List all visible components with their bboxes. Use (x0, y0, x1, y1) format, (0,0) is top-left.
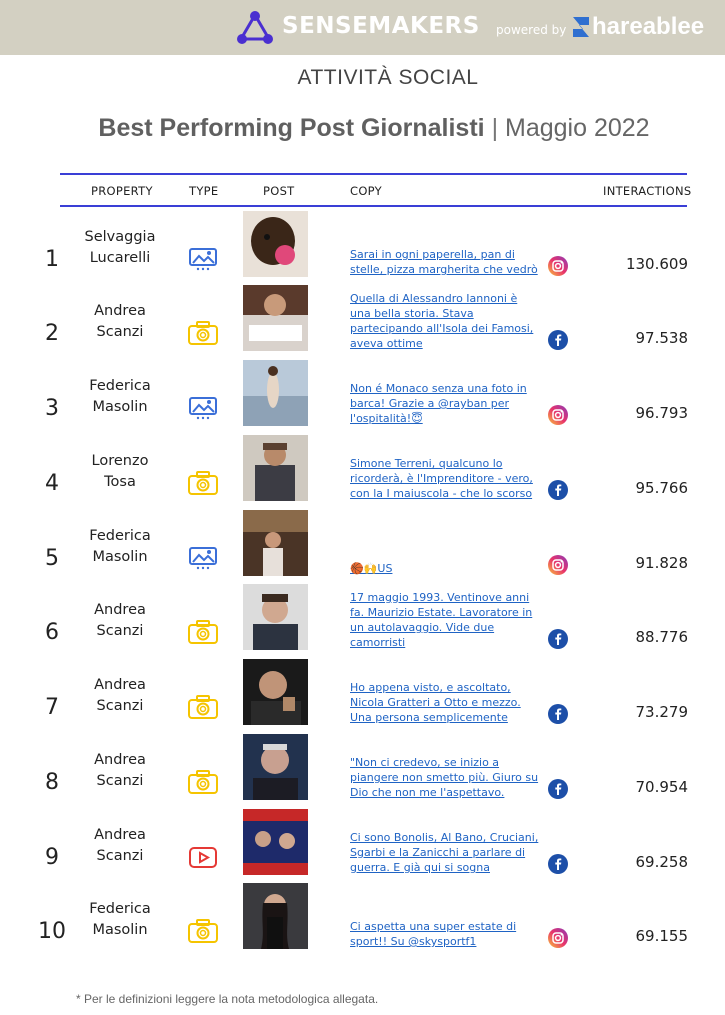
property-name: Andrea Scanzi (94, 602, 146, 639)
powered-by-label: powered by (496, 23, 567, 37)
post-copy-link[interactable]: 🏀🙌US (350, 562, 393, 575)
rank: 4 (45, 471, 59, 496)
table-row (0, 285, 725, 359)
column-header-copy: COPY (350, 184, 382, 198)
rank: 6 (45, 620, 59, 645)
rank: 3 (45, 396, 59, 421)
property-name: Andrea Scanzi (94, 677, 146, 714)
post-thumbnail[interactable] (243, 435, 308, 501)
post-copy-link[interactable]: Quella di Alessandro Iannoni è una bella storia. Stava partecipando all'Isola dei Famosi, aveva ottime (350, 292, 534, 350)
facebook-icon (548, 330, 568, 350)
album-icon (187, 545, 219, 571)
facebook-icon (548, 854, 568, 874)
interactions-value: 91.828 (635, 554, 688, 572)
property-name: Lorenzo Tosa (91, 453, 149, 490)
shareablee-logo-icon (570, 15, 592, 39)
post-copy-link[interactable]: Simone Terreni, qualcuno lo ricorderà, è l'Imprenditore - vero, con la I maiuscola - che lo scorso (350, 457, 533, 500)
property-name: Andrea Scanzi (94, 752, 146, 789)
table-row (0, 211, 725, 285)
column-header-type: TYPE (189, 184, 219, 198)
instagram-icon (548, 928, 568, 948)
table-row (0, 734, 725, 808)
album-icon (187, 395, 219, 421)
photo-icon (187, 769, 219, 795)
report-title-main: Best Performing Post Giornalisti (98, 114, 485, 142)
instagram-icon (548, 256, 568, 276)
property-name: Federica Masolin (89, 901, 151, 938)
sensemakers-logo-icon (236, 10, 274, 46)
table-top-rule (60, 173, 687, 175)
post-thumbnail[interactable] (243, 510, 308, 576)
report-title-separator: | (491, 114, 499, 142)
report-title (0, 114, 725, 143)
rank: 8 (45, 770, 59, 795)
table-row (0, 883, 725, 957)
photo-icon (187, 320, 219, 346)
post-copy-link[interactable]: 17 maggio 1993. Ventinove anni fa. Maurizio Estate. Lavoratore in un autolavaggio. Vide due camorristi (350, 591, 533, 649)
instagram-icon (548, 555, 568, 575)
rank: 1 (45, 247, 59, 272)
rank: 7 (45, 695, 59, 720)
rank: 10 (38, 919, 66, 944)
footnote: * Per le definizioni leggere la nota metodologica allegata. (76, 992, 379, 1006)
rank: 5 (45, 546, 59, 571)
interactions-value: 97.538 (635, 329, 688, 347)
property-name: Andrea Scanzi (94, 827, 146, 864)
table-row (0, 659, 725, 733)
interactions-value: 70.954 (635, 778, 688, 796)
photo-icon (187, 619, 219, 645)
video-icon (187, 844, 219, 870)
table-header-rule (60, 205, 687, 207)
section-title: ATTIVITÀ SOCIAL (297, 66, 479, 89)
facebook-icon (548, 629, 568, 649)
photo-icon (187, 470, 219, 496)
interactions-value: 73.279 (635, 703, 688, 721)
table-row (0, 510, 725, 584)
rank: 2 (45, 321, 59, 346)
interactions-value: 69.155 (635, 927, 688, 945)
post-copy-link[interactable]: "Non ci credevo, se inizio a piangere non smetto più. Giuro su Dio che non me l'aspettavo. (350, 756, 539, 799)
table-row (0, 435, 725, 509)
interactions-value: 95.766 (635, 479, 688, 497)
post-thumbnail[interactable] (243, 360, 308, 426)
interactions-value: 69.258 (635, 853, 688, 871)
facebook-icon (548, 704, 568, 724)
rank: 9 (45, 845, 59, 870)
header-banner (0, 0, 725, 55)
report-period: Maggio 2022 (505, 114, 650, 142)
instagram-icon (548, 405, 568, 425)
post-copy-link[interactable]: Non é Monaco senza una foto in barca! Grazie a @rayban per l'ospitalità!😇 (350, 382, 527, 425)
interactions-value: 88.776 (635, 628, 688, 646)
post-thumbnail[interactable] (243, 211, 308, 277)
facebook-icon (548, 480, 568, 500)
post-copy-link[interactable]: Ci aspetta una super estate di sport!! Su @skysportf1 (350, 920, 517, 948)
brand-name: SENSEMAKERS (282, 13, 480, 39)
property-name: Selvaggia Lucarelli (84, 229, 156, 266)
album-icon (187, 246, 219, 272)
table-row (0, 360, 725, 434)
property-name: Federica Masolin (89, 528, 151, 565)
post-thumbnail[interactable] (243, 809, 308, 875)
post-thumbnail[interactable] (243, 734, 308, 800)
photo-icon (187, 918, 219, 944)
interactions-value: 96.793 (635, 404, 688, 422)
column-header-property: PROPERTY (91, 184, 153, 198)
post-thumbnail[interactable] (243, 584, 308, 650)
post-thumbnail[interactable] (243, 883, 308, 949)
post-copy-link[interactable]: Ci sono Bonolis, Al Bano, Cruciani, Sgarbi e la Zanicchi a parlare di guerra. E già qui si sogna (350, 831, 539, 874)
column-header-post: POST (263, 184, 295, 198)
column-header-interactions: INTERACTIONS (603, 184, 692, 198)
table-row (0, 584, 725, 658)
interactions-value: 130.609 (625, 255, 688, 273)
post-copy-link[interactable]: Sarai in ogni paperella, pan di stelle, pizza margherita che vedrò (350, 248, 538, 276)
facebook-icon (548, 779, 568, 799)
table-row (0, 809, 725, 883)
post-thumbnail[interactable] (243, 285, 308, 351)
property-name: Federica Masolin (89, 378, 151, 415)
photo-icon (187, 694, 219, 720)
post-copy-link[interactable]: Ho appena visto, e ascoltato, Nicola Gratteri a Otto e mezzo. Una persona semplicemente (350, 681, 521, 724)
property-name: Andrea Scanzi (94, 303, 146, 340)
partner-name: hareablee (592, 13, 705, 40)
post-thumbnail[interactable] (243, 659, 308, 725)
